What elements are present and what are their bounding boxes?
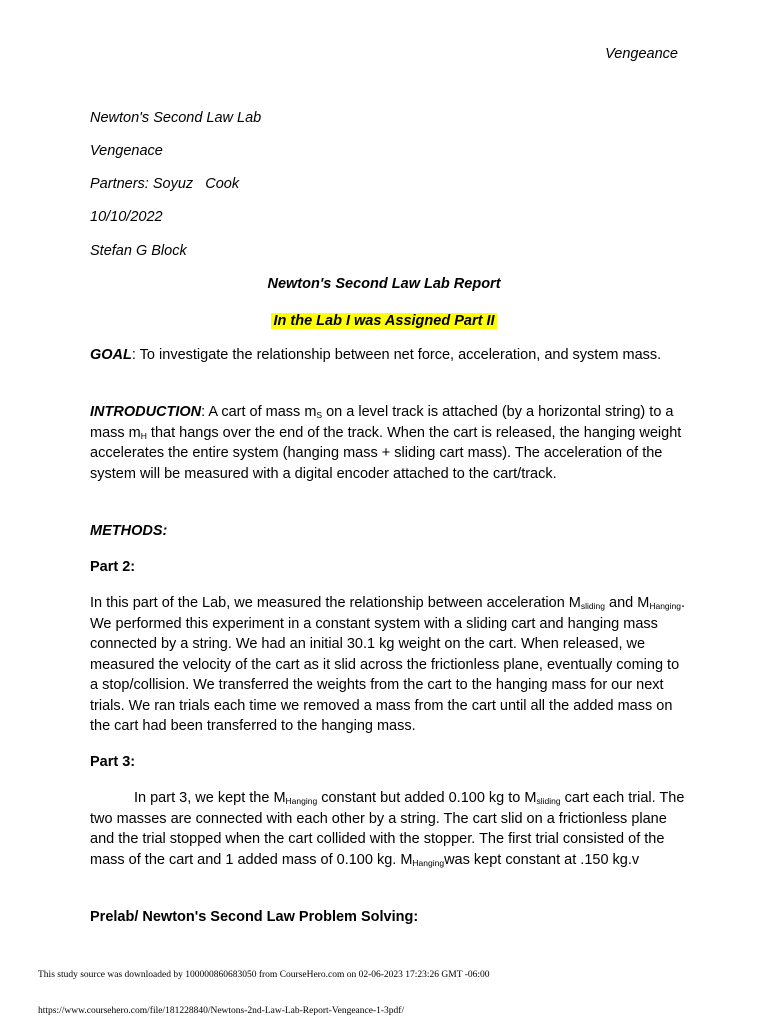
part3-hanging-subscript: Hanging xyxy=(285,796,318,806)
methods-heading: METHODS: xyxy=(90,523,168,539)
source-url[interactable]: https://www.coursehero.com/file/181228840/Newtons-2nd-Law-Lab-Report-Vengeance-1-3pdf/ xyxy=(38,1006,405,1016)
prelab-heading: Prelab/ Newton's Second Law Problem Solving: xyxy=(90,909,419,925)
part3-text-1: In part 3, we kept the M xyxy=(134,790,286,806)
student-name: Vengenace xyxy=(90,143,163,159)
assigned-highlight: In the Lab I was Assigned Part II xyxy=(273,313,495,329)
goal-paragraph xyxy=(90,345,690,366)
part2-text-2: and M xyxy=(604,595,650,611)
part3-text-4: was kept constant at .150 kg.v xyxy=(444,851,640,868)
part3-heading: Part 3: xyxy=(90,754,136,770)
mass-s-subscript: S xyxy=(316,410,323,420)
part2-text-1: In this part of the Lab, we measured the relationship between acceleration M xyxy=(90,595,581,611)
goal-label: GOAL xyxy=(90,347,132,363)
part2-text-3: . We performed this experiment in a constant system with a sliding cart and hanging mass connected by a string. We had an initial 30.1 kg weight on the cart. When released, we measured the velocity of the cart as it slid across the frictionless plane, eventually coming to a stop/collision. We transferred the weights from the cart to the hanging mass for our next trials. We ran trials each time we removed a mass from the cart until all the added mass on the cart had been transferred to the hanging mass. xyxy=(90,595,686,734)
mass-h-subscript: H xyxy=(140,430,147,441)
introduction-text-1: : A cart of mass m xyxy=(201,404,317,420)
part3-hanging-subscript-2: Hanging xyxy=(412,857,445,868)
part3-sliding-subscript: sliding xyxy=(536,796,561,806)
introduction-text-3: that hangs over the end of the track. When the cart is released, the hanging weight accelerates the entire system (hanging mass + sliding cart mass). The acceleration of the system will be measured with a digital encoder attached to the cart/track. xyxy=(90,424,682,482)
running-head: Vengeance xyxy=(605,46,678,62)
part3-text-3: cart each trial. The two masses are connected with each other by a string. The cart slid on a frictionless plane and the trial stopped when the cart collided with the stopper. The first trial consisted of the mass of the cart and 1 added mass of 0.100 kg. M xyxy=(90,790,685,868)
download-source-notice: This study source was downloaded by 100000860683050 from CourseHero.com on 02-06-2023 17:23:26 GMT -06:00 xyxy=(38,970,490,980)
course-title: Newton's Second Law Lab xyxy=(90,110,262,126)
part3-paragraph xyxy=(90,788,690,870)
report-title: Newton's Second Law Lab Report xyxy=(267,276,501,292)
report-date: 10/10/2022 xyxy=(90,209,163,225)
part2-sliding-subscript: sliding xyxy=(580,601,605,611)
assigned-part-line xyxy=(0,311,768,332)
instructor-name: Stefan G Block xyxy=(90,243,187,259)
part3-text-2: constant but added 0.100 kg to M xyxy=(317,790,537,806)
partners-line: Partners: Soyuz Cook xyxy=(90,176,240,192)
part2-hanging-subscript: Hanging xyxy=(649,601,681,611)
introduction-text-2: on a level track is attached (by a horizontal string) to a mass m xyxy=(90,404,674,441)
part2-paragraph xyxy=(90,593,690,737)
goal-text: : To investigate the relationship between net force, acceleration, and system mass. xyxy=(131,347,662,363)
introduction-label: INTRODUCTION xyxy=(90,404,202,420)
introduction-paragraph xyxy=(90,402,690,484)
part2-heading: Part 2: xyxy=(90,559,136,575)
